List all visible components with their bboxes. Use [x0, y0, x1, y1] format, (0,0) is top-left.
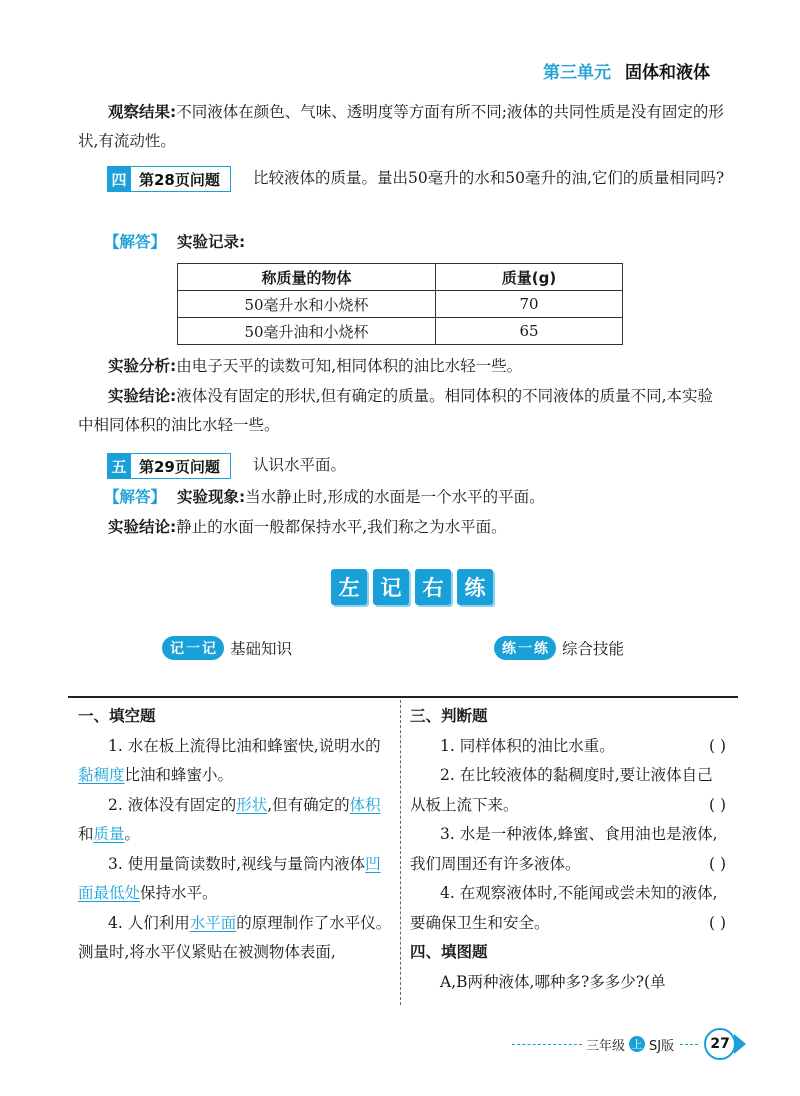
section-divider: [68, 696, 738, 698]
fill-q1: [78, 732, 392, 791]
judge-item: [410, 879, 726, 938]
banner-char: 右: [415, 569, 451, 605]
pill-text: 基础知识: [230, 640, 293, 658]
q1-answer: 黏稠度: [78, 766, 125, 784]
observation-text: 不同液体在颜色、气味、透明度等方面有所不同;液体的共同性质是没有固定的形状,有流动性。: [78, 103, 724, 150]
judge-title: 三、判断题: [410, 707, 488, 725]
record-table: [177, 263, 623, 345]
answer-paren: ( ): [708, 913, 726, 932]
pill-char: 记: [202, 641, 216, 657]
q3-answer: 凹面最低处: [78, 854, 381, 902]
q4-question-text: 比较液体的质量。量出50毫升的水和50毫升的油,它们的质量相同吗?: [253, 169, 725, 187]
column-divider: [400, 700, 401, 1005]
q5-question: [253, 451, 346, 480]
conclusion-text: 静止的水面一般都保持水平,我们称之为水平面。: [176, 518, 507, 536]
answer-paren: ( ): [708, 795, 726, 814]
page-number: 27: [704, 1028, 736, 1060]
q4-text-end: 的原理制作了水平仪。测量时,将水平仪紧贴在被测物体表面,: [78, 913, 392, 961]
judge-item: [410, 732, 726, 762]
q2-answer-1: 形状: [236, 795, 268, 814]
pill-text: 综合技能: [562, 640, 625, 658]
section-number: 四: [107, 166, 131, 192]
conclusion-label: 实验结论:: [108, 518, 177, 536]
fill-q3: [78, 850, 392, 909]
q2-text: 2. 液体没有固定的: [108, 795, 237, 814]
pill-char: 练: [502, 641, 516, 657]
grade-label: 三年级: [586, 1038, 626, 1054]
answer-tag: 【解答】: [104, 488, 167, 506]
q5-phenomenon: [104, 483, 545, 512]
section-number: 五: [107, 453, 131, 479]
page-header: [543, 58, 710, 83]
left-pill: [162, 636, 292, 660]
q4-conclusion: [78, 382, 726, 440]
q2-answer-3: 质量: [93, 825, 125, 843]
table-header: 质量(g): [436, 264, 623, 291]
q4-text: 4. 人们利用: [108, 913, 190, 932]
q3-text-end: 保持水平。: [140, 884, 218, 902]
banner-char: 记: [373, 569, 409, 605]
q3-text: 3. 使用量筒读数时,视线与量筒内液体: [108, 854, 366, 873]
pill-bubble: [162, 636, 224, 660]
q4-question: [78, 164, 726, 193]
section-banner: [331, 569, 493, 605]
record-label: 实验记录:: [176, 233, 246, 251]
observation-paragraph: [78, 98, 726, 156]
pill-bubble: [494, 636, 556, 660]
pill-char: 练: [534, 641, 548, 657]
judge-text: 4. 在观察液体时,不能闻或尝未知的液体,要确保卫生和安全。: [410, 884, 718, 932]
q4-answer-line: [104, 228, 245, 257]
fill-q4: [78, 909, 392, 968]
q2-text: 和: [78, 825, 94, 843]
fill-in-section: [78, 702, 392, 968]
section-tag-5: [107, 453, 231, 479]
table-cell: 70: [436, 291, 623, 318]
arrow-icon: [734, 1034, 746, 1054]
judge-section: [410, 702, 726, 997]
table-header: 称质量的物体: [178, 264, 436, 291]
footer-dots: [512, 1044, 582, 1045]
q5-question-text: 认识水平面。: [253, 456, 347, 474]
pill-dash: 一: [518, 641, 532, 657]
q4-answer: 水平面: [189, 913, 237, 932]
q4-analysis: [78, 352, 726, 381]
judge-item: [410, 761, 726, 820]
pill-char: 记: [170, 641, 184, 657]
judge-item: [410, 820, 726, 879]
pill-dash: 一: [186, 641, 200, 657]
table-row: [178, 291, 623, 318]
conclusion-label: 实验结论:: [108, 387, 177, 405]
page-footer: [512, 1028, 746, 1060]
topic-title: 固体和液体: [625, 63, 710, 83]
section-label: 第29页问题: [131, 453, 231, 479]
observation-label: 观察结果:: [108, 103, 177, 121]
q1-text-end: 比油和蜂蜜小。: [124, 766, 234, 784]
table-row: [178, 318, 623, 345]
table-cell: 50毫升油和小烧杯: [178, 318, 436, 345]
analysis-text: 由电子天平的读数可知,相同体积的油比水轻一些。: [176, 357, 523, 375]
judge-text: 3. 水是一种液体,蜂蜜、食用油也是液体,我们周围还有许多液体。: [410, 825, 718, 873]
diagram-title: 四、填图题: [410, 943, 488, 961]
answer-paren: ( ): [708, 736, 726, 755]
fill-title: 一、填空题: [78, 707, 156, 725]
table-header-row: [178, 264, 623, 291]
phenomenon-text: 当水静止时,形成的水面是一个水平的平面。: [245, 488, 545, 506]
q5-conclusion: [108, 513, 507, 542]
banner-char: 练: [457, 569, 493, 605]
judge-text: 1. 同样体积的油比水重。: [440, 736, 615, 755]
section-label: 第28页问题: [131, 166, 231, 192]
conclusion-text: 液体没有固定的形状,但有确定的质量。相同体积的不同液体的质量不同,本实验中相同体积的油比水轻一些。: [78, 387, 714, 434]
right-pill: [494, 636, 624, 660]
footer-dash: [680, 1044, 698, 1045]
answer-tag: 【解答】: [104, 233, 167, 251]
phenomenon-label: 实验现象:: [176, 488, 246, 506]
edition-label: SJ版: [649, 1038, 675, 1054]
volume-badge: 上: [629, 1036, 645, 1052]
table-cell: 50毫升水和小烧杯: [178, 291, 436, 318]
banner-char: 左: [331, 569, 367, 605]
fill-q2: [78, 791, 392, 850]
table-cell: 65: [436, 318, 623, 345]
unit-title: 第三单元: [543, 63, 611, 83]
q2-text-end: 。: [124, 825, 141, 843]
q2-answer-2: 体积: [349, 795, 381, 814]
q2-text: ,但有确定的: [267, 795, 350, 814]
diagram-question: A,B两种液体,哪种多?多多少?(单: [440, 972, 666, 991]
judge-text: 2. 在比较液体的黏稠度时,要让液体自己从板上流下来。: [410, 766, 713, 814]
analysis-label: 实验分析:: [108, 357, 177, 375]
q1-text: 1. 水在板上流得比油和蜂蜜快,说明水的: [108, 736, 381, 755]
answer-paren: ( ): [708, 854, 726, 873]
